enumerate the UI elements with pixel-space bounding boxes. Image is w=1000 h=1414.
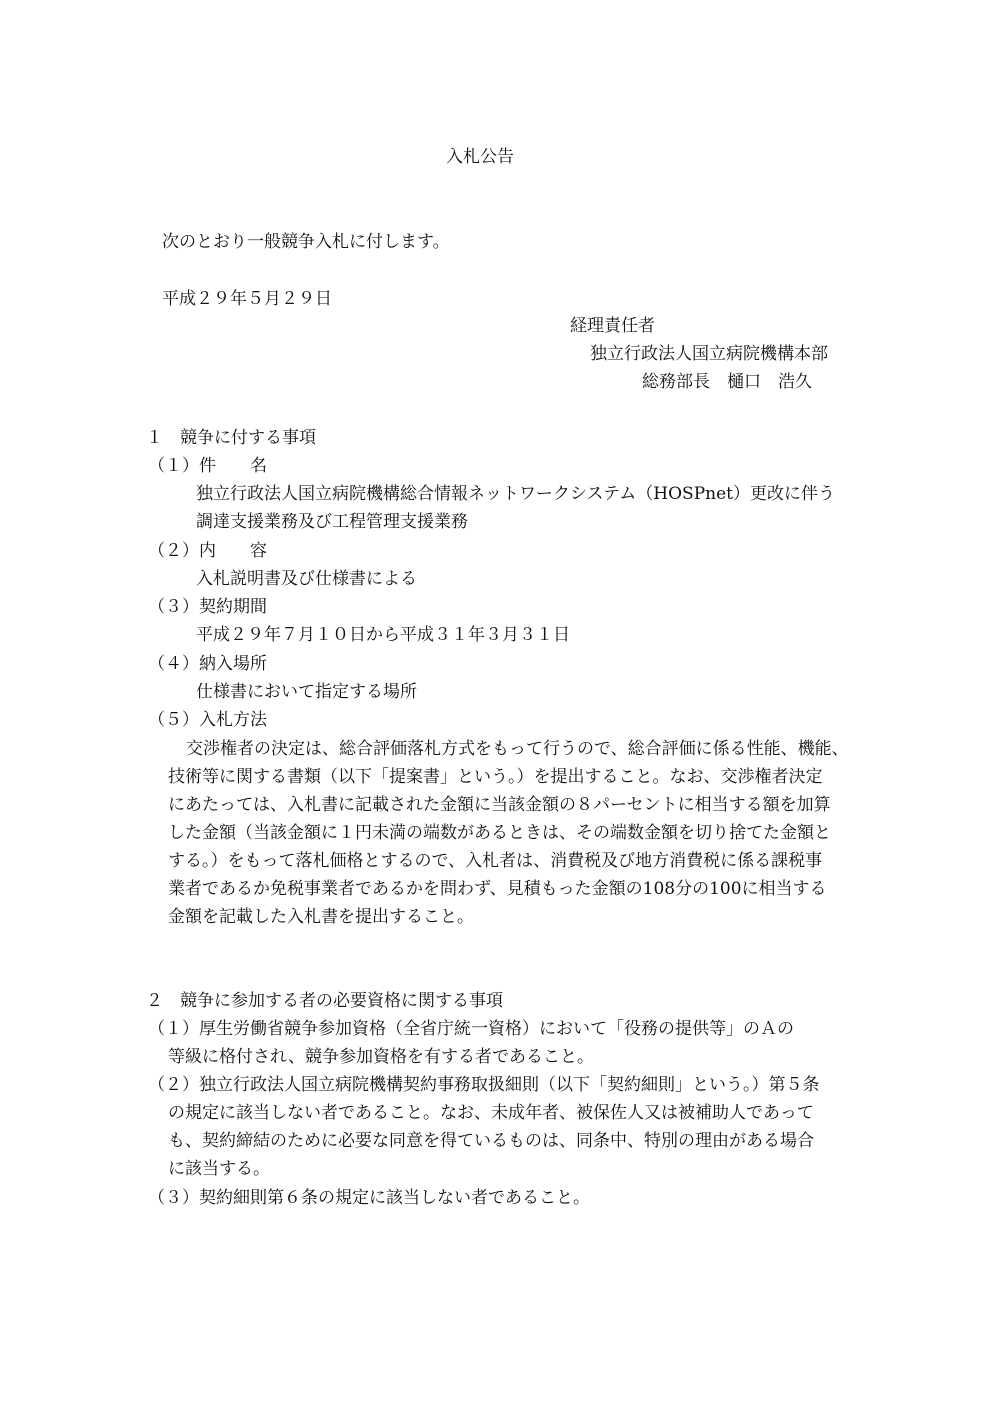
item5-line7: 金額を記載した入札書を提出すること。	[168, 907, 474, 927]
item5-paragraph	[168, 735, 868, 931]
requirement-1	[148, 1015, 878, 1071]
requirement-2-line2: の規定に該当しない者であること。なお、未成年者、被保佐人又は被補助人であって	[168, 1103, 814, 1123]
signer-name: 総務部長 樋口 浩久	[642, 372, 812, 392]
requirement-3-line1: （３）契約細則第６条の規定に該当しない者であること。	[148, 1188, 590, 1208]
requirement-1-line2: 等級に格付され、競争参加資格を有する者であること。	[168, 1047, 595, 1067]
signer-organization: 独立行政法人国立病院機構本部	[590, 344, 828, 364]
intro-text: 次のとおり一般競争入札に付します。	[162, 232, 450, 252]
requirement-1-line1: （１）厚生労働省競争参加資格（全省庁統一資格）において「役務の提供等」のＡの	[148, 1019, 794, 1039]
section1-heading: １ 競争に付する事項	[146, 428, 316, 448]
item3-line1: 平成２９年７月１０日から平成３１年３月３１日	[196, 625, 570, 645]
item5-line2: 技術等に関する書類（以下「提案書」という。）を提出すること。なお、交渉権者決定	[168, 767, 823, 787]
item5-line5: する。）をもって落札価格とするので、入札者は、消費税及び地方消費税に係る課税事	[168, 851, 823, 871]
signer-role: 経理責任者	[570, 316, 655, 336]
requirement-2-line3: も、契約締結のために必要な同意を得ているものは、同条中、特別の理由がある場合	[168, 1131, 814, 1151]
requirement-2-line4: に該当する。	[168, 1159, 270, 1179]
item5-line3: にあたっては、入札書に記載された金額に当該金額の８パーセントに相当する額を加算	[168, 795, 831, 815]
requirement-2-line1: （２）独立行政法人国立病院機構契約事務取扱細則（以下「契約細則」という。）第５条	[148, 1075, 820, 1095]
item2-label: （２）内 容	[148, 541, 267, 561]
item1-line1: 独立行政法人国立病院機構総合情報ネットワークシステム（HOSPnet）更改に伴う	[196, 484, 835, 504]
item4-line1: 仕様書において指定する場所	[196, 682, 417, 702]
item2-line1: 入札説明書及び仕様書による	[196, 569, 417, 589]
notice-date: 平成２９年５月２９日	[162, 289, 332, 309]
item5-line1: 交渉権者の決定は、総合評価落札方式をもって行うので、総合評価に係る性能、機能、	[186, 739, 849, 759]
document-title: 入札公告	[446, 147, 514, 167]
requirement-2	[148, 1071, 878, 1183]
item5-line6: 業者であるか免税事業者であるかを問わず、見積もった金額の108分の100に相当する	[168, 879, 827, 899]
item5-label: （５）入札方法	[148, 710, 267, 730]
requirement-3	[148, 1184, 878, 1212]
item3-label: （３）契約期間	[148, 597, 267, 617]
section2-heading: ２ 競争に参加する者の必要資格に関する事項	[146, 991, 503, 1011]
item5-line4: した金額（当該金額に１円未満の端数があるときは、その端数金額を切り捨てた金額と	[168, 823, 831, 843]
item1-line2: 調達支援業務及び工程管理支援業務	[196, 512, 468, 532]
item1-label: （１）件 名	[148, 456, 267, 476]
item4-label: （４）納入場所	[148, 654, 267, 674]
